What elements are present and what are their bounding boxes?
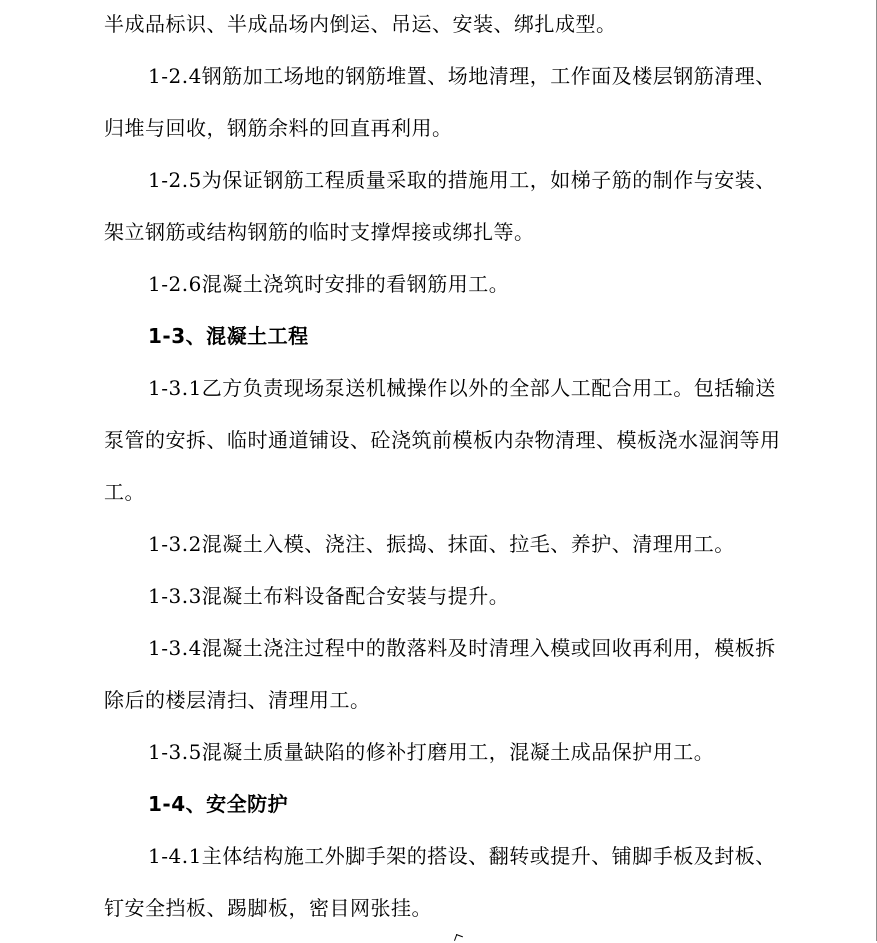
section-heading-1-4: 1-4、安全防护 (148, 792, 289, 816)
section-heading-1-3: 1-3、混凝土工程 (148, 324, 309, 348)
page-edge-mark (454, 934, 463, 943)
paragraph-1-3-5: 1-3.5混凝土质量缺陷的修补打磨用工，混凝土成品保护用工。 (148, 740, 715, 764)
paragraph-1-3-4: 1-3.4混凝土浇注过程中的散落料及时清理入模或回收再利用，模板拆除后的楼层清扫、清理用工。 (104, 636, 776, 712)
paragraph-1-2-5: 1-2.5为保证钢筋工程质量采取的措施用工，如梯子筋的制作与安装、架立钢筋或结构钢筋的临时支撑焊接或绑扎等。 (104, 168, 776, 244)
paragraph-1-4-1: 1-4.1主体结构施工外脚手架的搭设、翻转或提升、铺脚手板及封板、钉安全挡板、踢脚板，密目网张挂。 (104, 844, 776, 920)
paragraph-1-3-2: 1-3.2混凝土入模、浇注、振捣、抹面、拉毛、养护、清理用工。 (148, 532, 735, 556)
paragraph-1-2-4: 1-2.4钢筋加工场地的钢筋堆置、场地清理，工作面及楼层钢筋清理、归堆与回收，钢筋余料的回直再利用。 (104, 64, 776, 140)
paragraph-1-2-6: 1-2.6混凝土浇筑时安排的看钢筋用工。 (148, 272, 510, 296)
paragraph-1-3-1: 1-3.1乙方负责现场泵送机械操作以外的全部人工配合用工。包括输送泵管的安拆、临时通道铺设、砼浇筑前模板内杂物清理、模板浇水湿润等用工。 (104, 376, 781, 504)
paragraph-continuation: 半成品标识、半成品场内倒运、吊运、安装、绑扎成型。 (104, 12, 617, 36)
paragraph-1-3-3: 1-3.3混凝土布料设备配合安装与提升。 (148, 584, 510, 608)
